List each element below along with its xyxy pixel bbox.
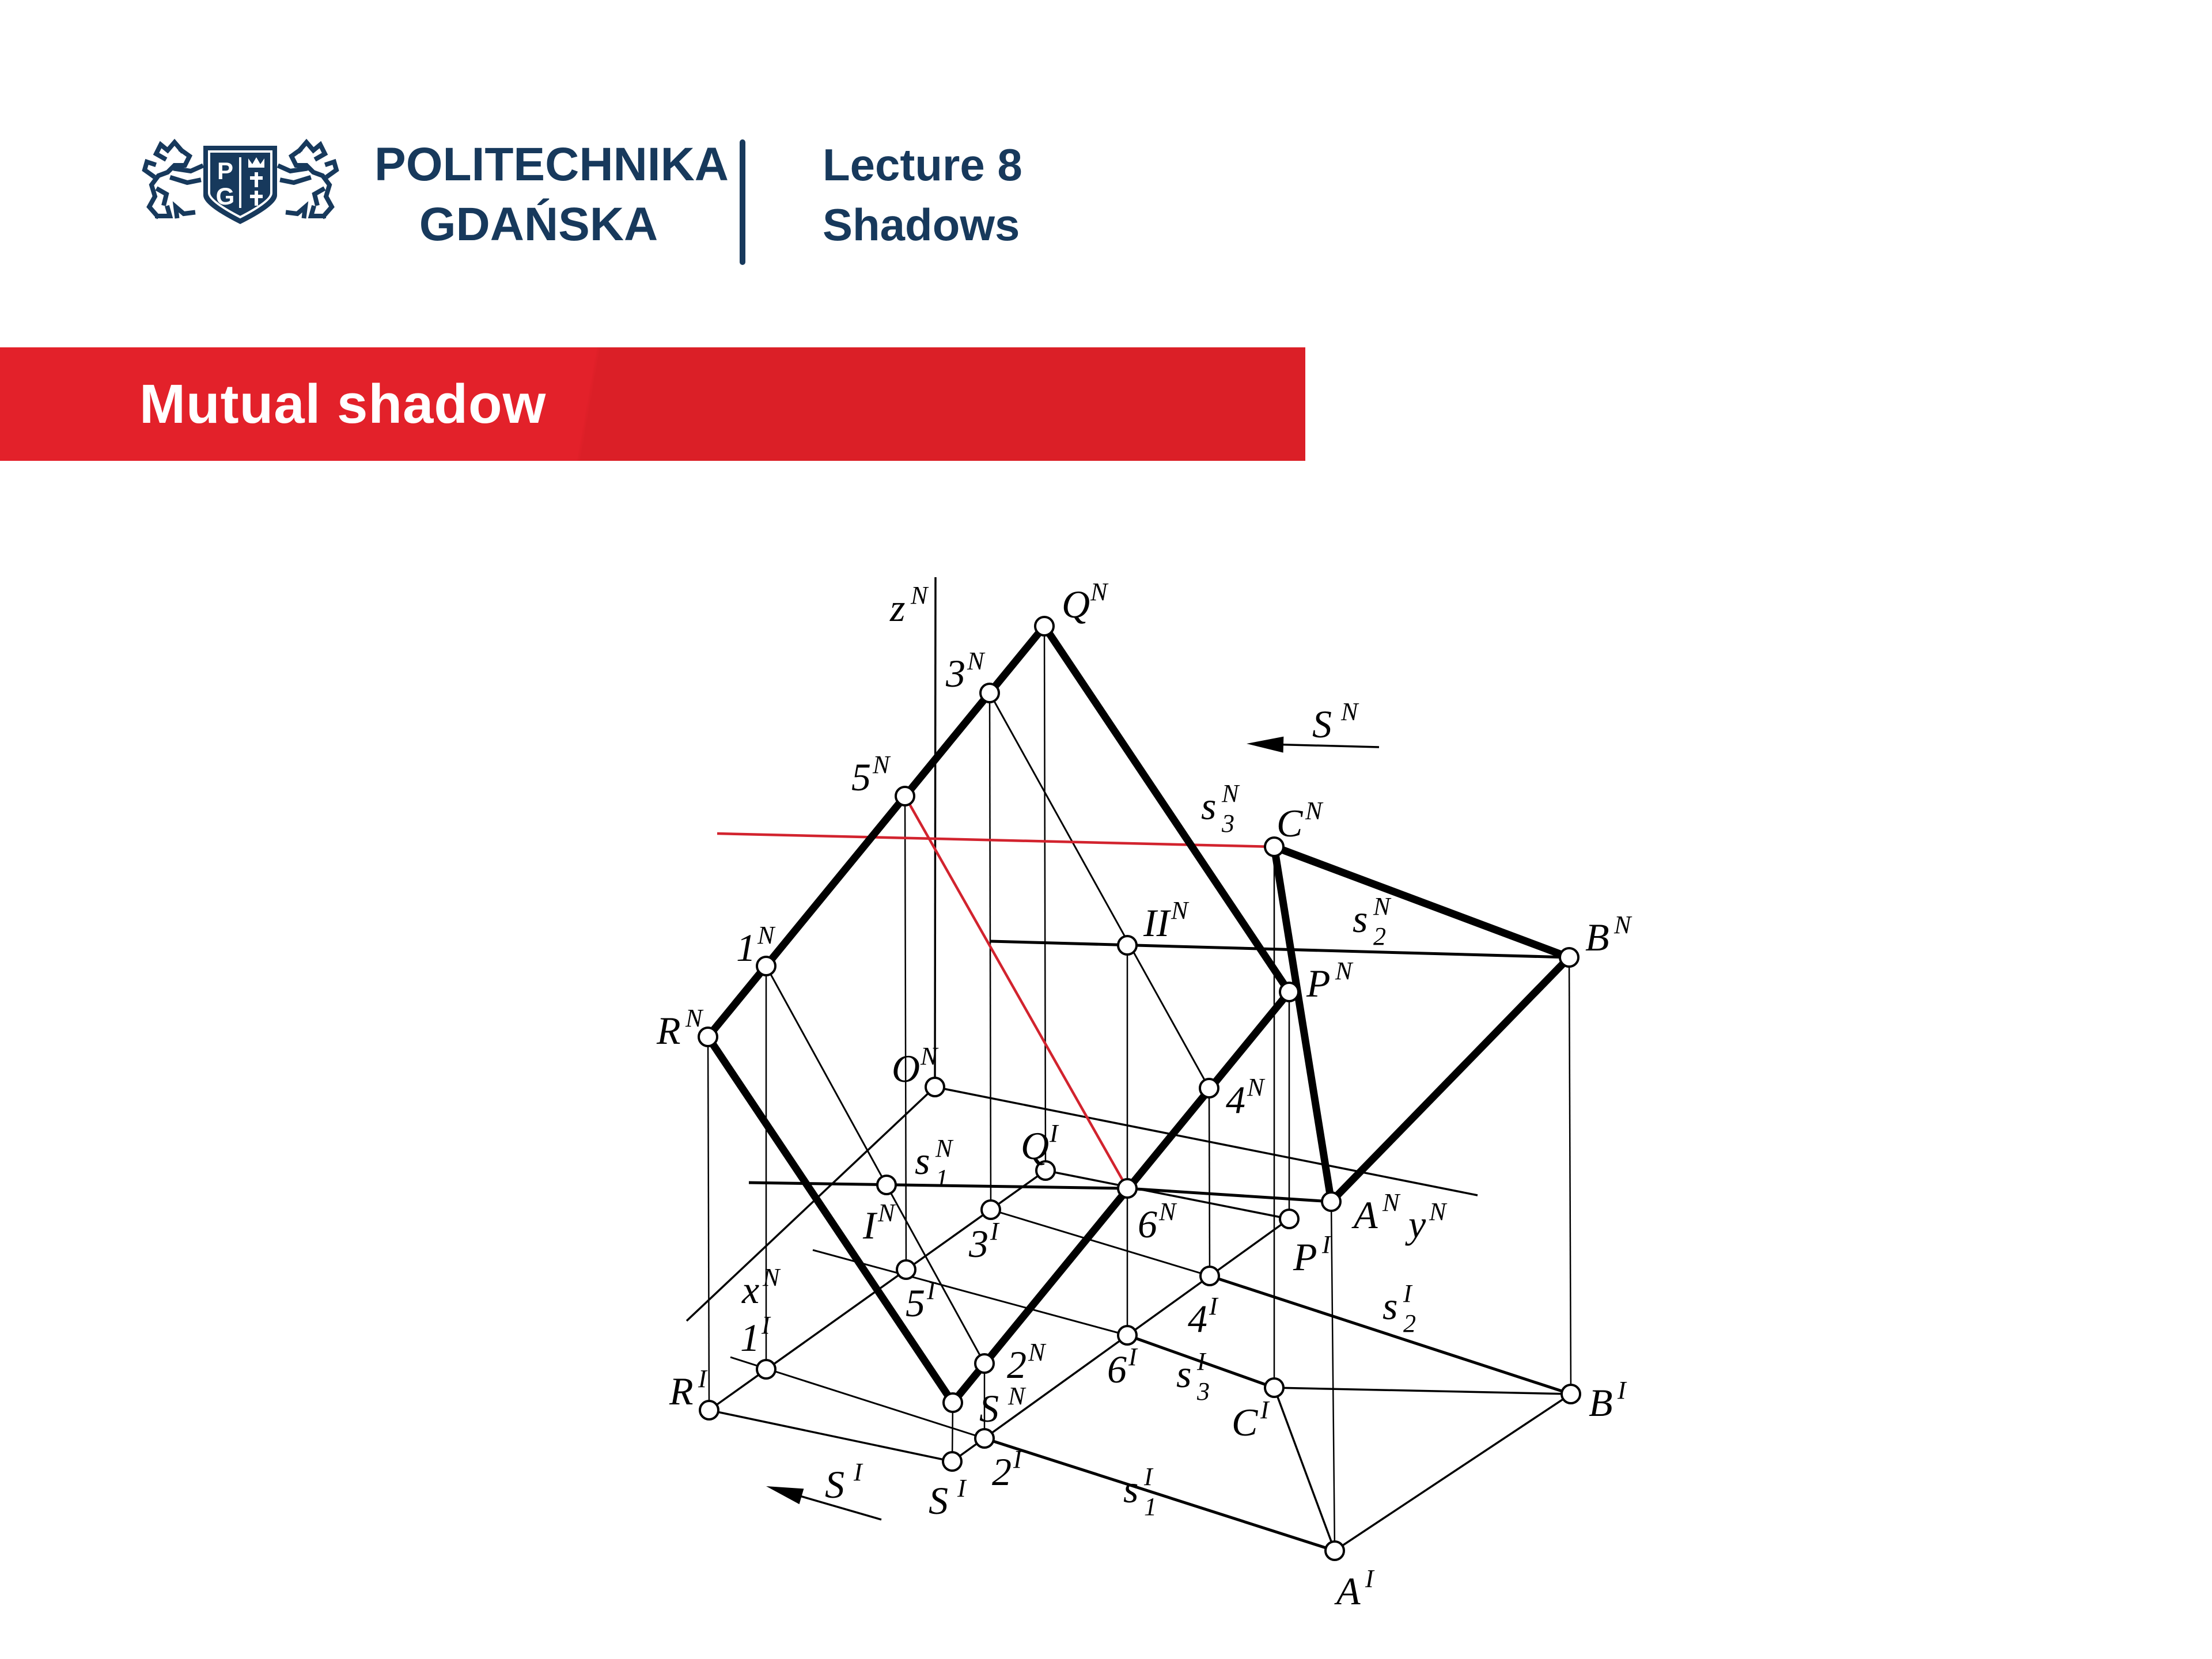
label-s3I-sub: 3 [1197, 1377, 1210, 1406]
label-s2I: s [1382, 1284, 1398, 1328]
label-3N-sup: N [967, 647, 984, 675]
label-SI-sup: I [957, 1474, 966, 1502]
label-s2N-sup: N [1373, 892, 1391, 921]
shadow-line-s1p [984, 1438, 1335, 1551]
point-Pp [1280, 1210, 1298, 1228]
projection-5 [905, 796, 906, 1270]
projection-4 [1209, 1088, 1210, 1276]
label-QN-sup: N [1090, 578, 1108, 606]
label-4N: 4 [1226, 1078, 1245, 1122]
label-1I-sup: I [762, 1311, 770, 1339]
label-IN: I [863, 1203, 876, 1247]
label-s1N-sub: 1 [935, 1164, 948, 1192]
point-N3 [980, 684, 999, 702]
shadow-line-s1N-b [1127, 1188, 1331, 1202]
label-5I: 5 [906, 1281, 925, 1325]
label-PN-sup: N [1335, 957, 1353, 985]
point-QN [1035, 617, 1054, 635]
label-AI: A [1336, 1569, 1361, 1613]
label-s3I-sup: I [1197, 1347, 1206, 1376]
label-AN-sup: N [1382, 1188, 1400, 1217]
projection-Q [1044, 626, 1046, 1171]
label-s1N: s [915, 1139, 930, 1183]
projection-3 [990, 693, 991, 1210]
label-zN: z [890, 586, 906, 630]
label-s2N: s [1353, 897, 1368, 941]
label-2I: 2 [992, 1450, 1012, 1494]
label-5N-sup: N [873, 751, 890, 779]
point-Bp [1562, 1385, 1580, 1403]
ground-triangle-BC [1274, 1388, 1571, 1394]
ray-3-4 [990, 693, 1209, 1088]
label-IIN-sup: N [1171, 896, 1188, 925]
label-1N-sup: N [757, 921, 775, 949]
projection-A [1331, 1202, 1335, 1551]
label-SI-sup: I [854, 1458, 862, 1486]
point-Ap [1325, 1541, 1344, 1560]
label-IN-sup: N [878, 1199, 895, 1227]
point-IIN [1118, 936, 1137, 955]
label-s1I: s [1123, 1467, 1139, 1511]
label-PI: P [1293, 1235, 1317, 1279]
point-N4 [1200, 1079, 1218, 1097]
label-SI: S [825, 1463, 844, 1506]
label-4I-sup: I [1209, 1292, 1218, 1320]
label-BN-sup: N [1614, 911, 1631, 939]
label-RI: R [669, 1369, 694, 1413]
label-s1I-sup: I [1144, 1463, 1153, 1491]
point-p5 [897, 1260, 915, 1279]
shield-letter-p: P [217, 157, 234, 184]
label-CI-sup: I [1260, 1396, 1269, 1424]
label-s2I-sup: I [1403, 1279, 1412, 1308]
label-xN: x [742, 1268, 760, 1312]
label-4N-sup: N [1247, 1073, 1264, 1101]
triangle-edge-CB [1274, 847, 1569, 957]
label-AN: A [1354, 1193, 1378, 1237]
label-CN: C [1277, 801, 1303, 845]
point-p2 [975, 1429, 994, 1448]
label-QN: Q [1062, 582, 1090, 626]
label-RI-sup: I [698, 1365, 707, 1393]
label-SN-sup: N [1008, 1382, 1025, 1410]
label-SN: S [1312, 702, 1332, 746]
label-6I: 6 [1107, 1347, 1127, 1391]
point-AN [1322, 1192, 1340, 1211]
label-5I-sup: I [927, 1277, 935, 1305]
point-p1 [757, 1360, 775, 1378]
label-SN: S [979, 1387, 999, 1430]
label-3N: 3 [946, 652, 965, 695]
label-PI-sup: I [1322, 1230, 1331, 1259]
point-Cp [1265, 1378, 1283, 1397]
point-Rp [700, 1401, 718, 1419]
label-PN: P [1306, 961, 1331, 1005]
label-SN-sup: N [1341, 698, 1358, 726]
point-ON [926, 1078, 944, 1096]
label-yN-sup: N [1429, 1198, 1446, 1226]
label-AI-sup: I [1365, 1565, 1374, 1593]
label-2N: 2 [1007, 1343, 1027, 1387]
label-s3I: s [1176, 1352, 1192, 1396]
label-3I: 3 [969, 1222, 988, 1266]
label-BI-sup: I [1618, 1376, 1626, 1404]
point-p4 [1200, 1267, 1219, 1285]
point-p6 [1118, 1326, 1137, 1344]
label-6I-sup: I [1128, 1343, 1137, 1371]
ray-1-2 [766, 966, 984, 1363]
point-N2 [975, 1354, 994, 1373]
label-s2I-sub: 2 [1403, 1309, 1416, 1338]
ground-triangle-AB [1335, 1394, 1571, 1551]
label-yN: y [1408, 1202, 1426, 1246]
projection-R [708, 1037, 709, 1410]
label-s3N-sub: 3 [1222, 809, 1234, 838]
label-2N-sup: N [1028, 1338, 1046, 1366]
label-ON-sup: N [921, 1042, 938, 1070]
label-4I: 4 [1188, 1297, 1207, 1340]
label-RN-sup: N [685, 1004, 703, 1032]
point-BN [1560, 948, 1578, 967]
ground-triangle-CA [1274, 1388, 1335, 1551]
lecture-number: Lecture 8 [823, 139, 1022, 190]
university-name-line1: POLITECHNIKA [374, 138, 729, 191]
university-name-line2: GDAŃSKA [419, 198, 658, 251]
shield-letter-g: G [215, 183, 235, 210]
label-1N: 1 [736, 926, 756, 969]
label-IIN: II [1143, 901, 1170, 945]
label-ON: O [892, 1047, 921, 1090]
label-3I-sup: I [990, 1217, 999, 1245]
section-title: Mutual shadow [139, 373, 547, 435]
label-RN: R [657, 1009, 681, 1052]
label-xN-sup: N [763, 1263, 780, 1291]
label-6N-sup: N [1159, 1198, 1176, 1226]
triangle-edge-CA [1274, 847, 1331, 1202]
label-s1I-sub: 1 [1144, 1493, 1157, 1521]
point-IN [877, 1176, 896, 1194]
lecture-topic: Shadows [823, 199, 1020, 250]
label-s3N-sup: N [1222, 779, 1239, 808]
label-QI-sup: I [1050, 1119, 1058, 1147]
light-direction-arrow-N-head [1247, 737, 1283, 753]
label-QI: Q [1021, 1124, 1050, 1168]
point-N5 [896, 787, 914, 805]
label-s1N-sup: N [935, 1134, 953, 1162]
label-6N: 6 [1138, 1202, 1157, 1246]
red-ray-5-6 [905, 796, 1127, 1188]
point-Sp [943, 1452, 961, 1471]
label-SI: S [929, 1479, 948, 1522]
point-SN [944, 1393, 962, 1412]
shadow-line-s2N [991, 941, 1569, 957]
label-zN-sup: N [911, 581, 928, 609]
label-CI: C [1232, 1400, 1258, 1444]
label-CN-sup: N [1305, 797, 1323, 825]
label-BI: B [1589, 1381, 1613, 1425]
point-p3 [982, 1200, 1000, 1219]
light-direction-arrow-ground-head [766, 1486, 804, 1504]
y-axis [935, 1087, 1478, 1195]
label-5N: 5 [851, 755, 871, 799]
label-2I-sup: I [1013, 1445, 1022, 1474]
ground-trace-RS [709, 1410, 952, 1461]
label-1I: 1 [740, 1316, 760, 1359]
label-s2N-sub: 2 [1373, 922, 1386, 950]
label-s3N: s [1201, 784, 1217, 828]
point-N6 [1118, 1179, 1137, 1198]
point-N1 [757, 957, 775, 975]
triangle-edge-BA [1331, 957, 1569, 1202]
point-PN [1280, 983, 1298, 1001]
projection-B [1569, 957, 1571, 1394]
label-BN: B [1585, 915, 1609, 959]
